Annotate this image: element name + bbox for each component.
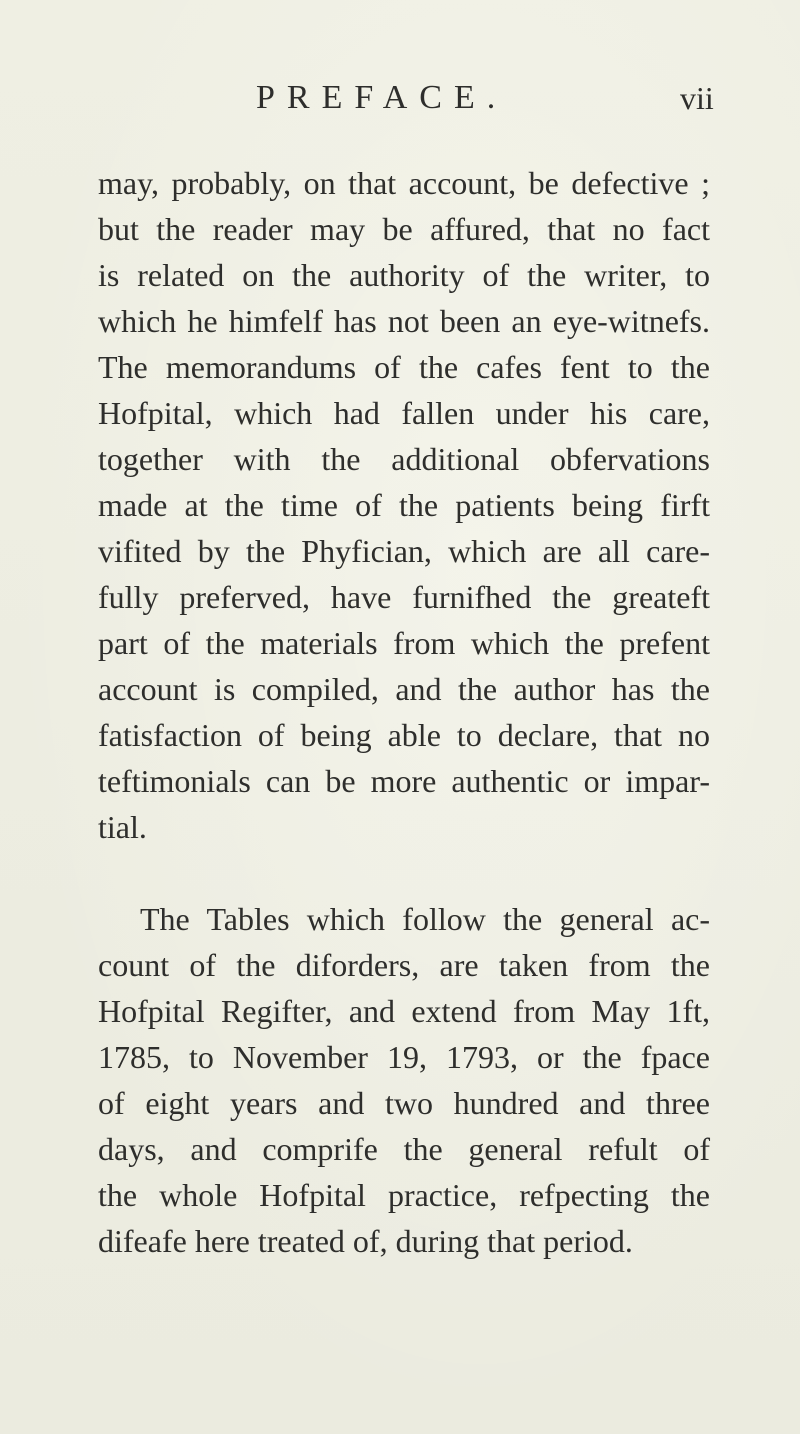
text-line: The memorandums of the cafes fent to the [98, 349, 710, 385]
text-line: part of the materials from which the prefent [98, 625, 710, 661]
running-head [0, 78, 800, 118]
text-line: of eight years and two hundred and three [98, 1085, 710, 1121]
text-line: the whole Hofpital practice, refpecting the [98, 1177, 710, 1213]
text-line: account is compiled, and the author has the [98, 671, 710, 707]
text-line: 1785, to November 19, 1793, or the fpace [98, 1039, 710, 1075]
text-line: is related on the authority of the writer, to [98, 257, 710, 293]
text-line: fully preferved, have furnifhed the greateft [98, 579, 710, 615]
text-line: vifited by the Phyfician, which are all care- [98, 533, 710, 569]
text-line: made at the time of the patients being firft [98, 487, 710, 523]
running-head-title: PREFACE. [256, 79, 508, 116]
text-line: days, and comprife the general refult of [98, 1131, 710, 1167]
text-line: difeafe here treated of, during that period. [98, 1223, 633, 1259]
text-line: may, probably, on that account, be defective ; [98, 165, 710, 201]
text-line: but the reader may be affured, that no fact [98, 211, 710, 247]
text-line: fatisfaction of being able to declare, that no [98, 717, 710, 753]
text-line: Hofpital Regifter, and extend from May 1ft, [98, 993, 710, 1029]
text-line: which he himfelf has not been an eye-witnefs. [98, 303, 710, 339]
text-line: teftimonials can be more authentic or impar- [98, 763, 710, 799]
text-line: together with the additional obfervations [98, 441, 710, 477]
text-line: Hofpital, which had fallen under his care, [98, 395, 710, 431]
text-line: The Tables which follow the general ac- [140, 901, 710, 937]
text-line: tial. [98, 809, 147, 845]
text-line: count of the diforders, are taken from the [98, 947, 710, 983]
page-number: vii [680, 80, 714, 116]
